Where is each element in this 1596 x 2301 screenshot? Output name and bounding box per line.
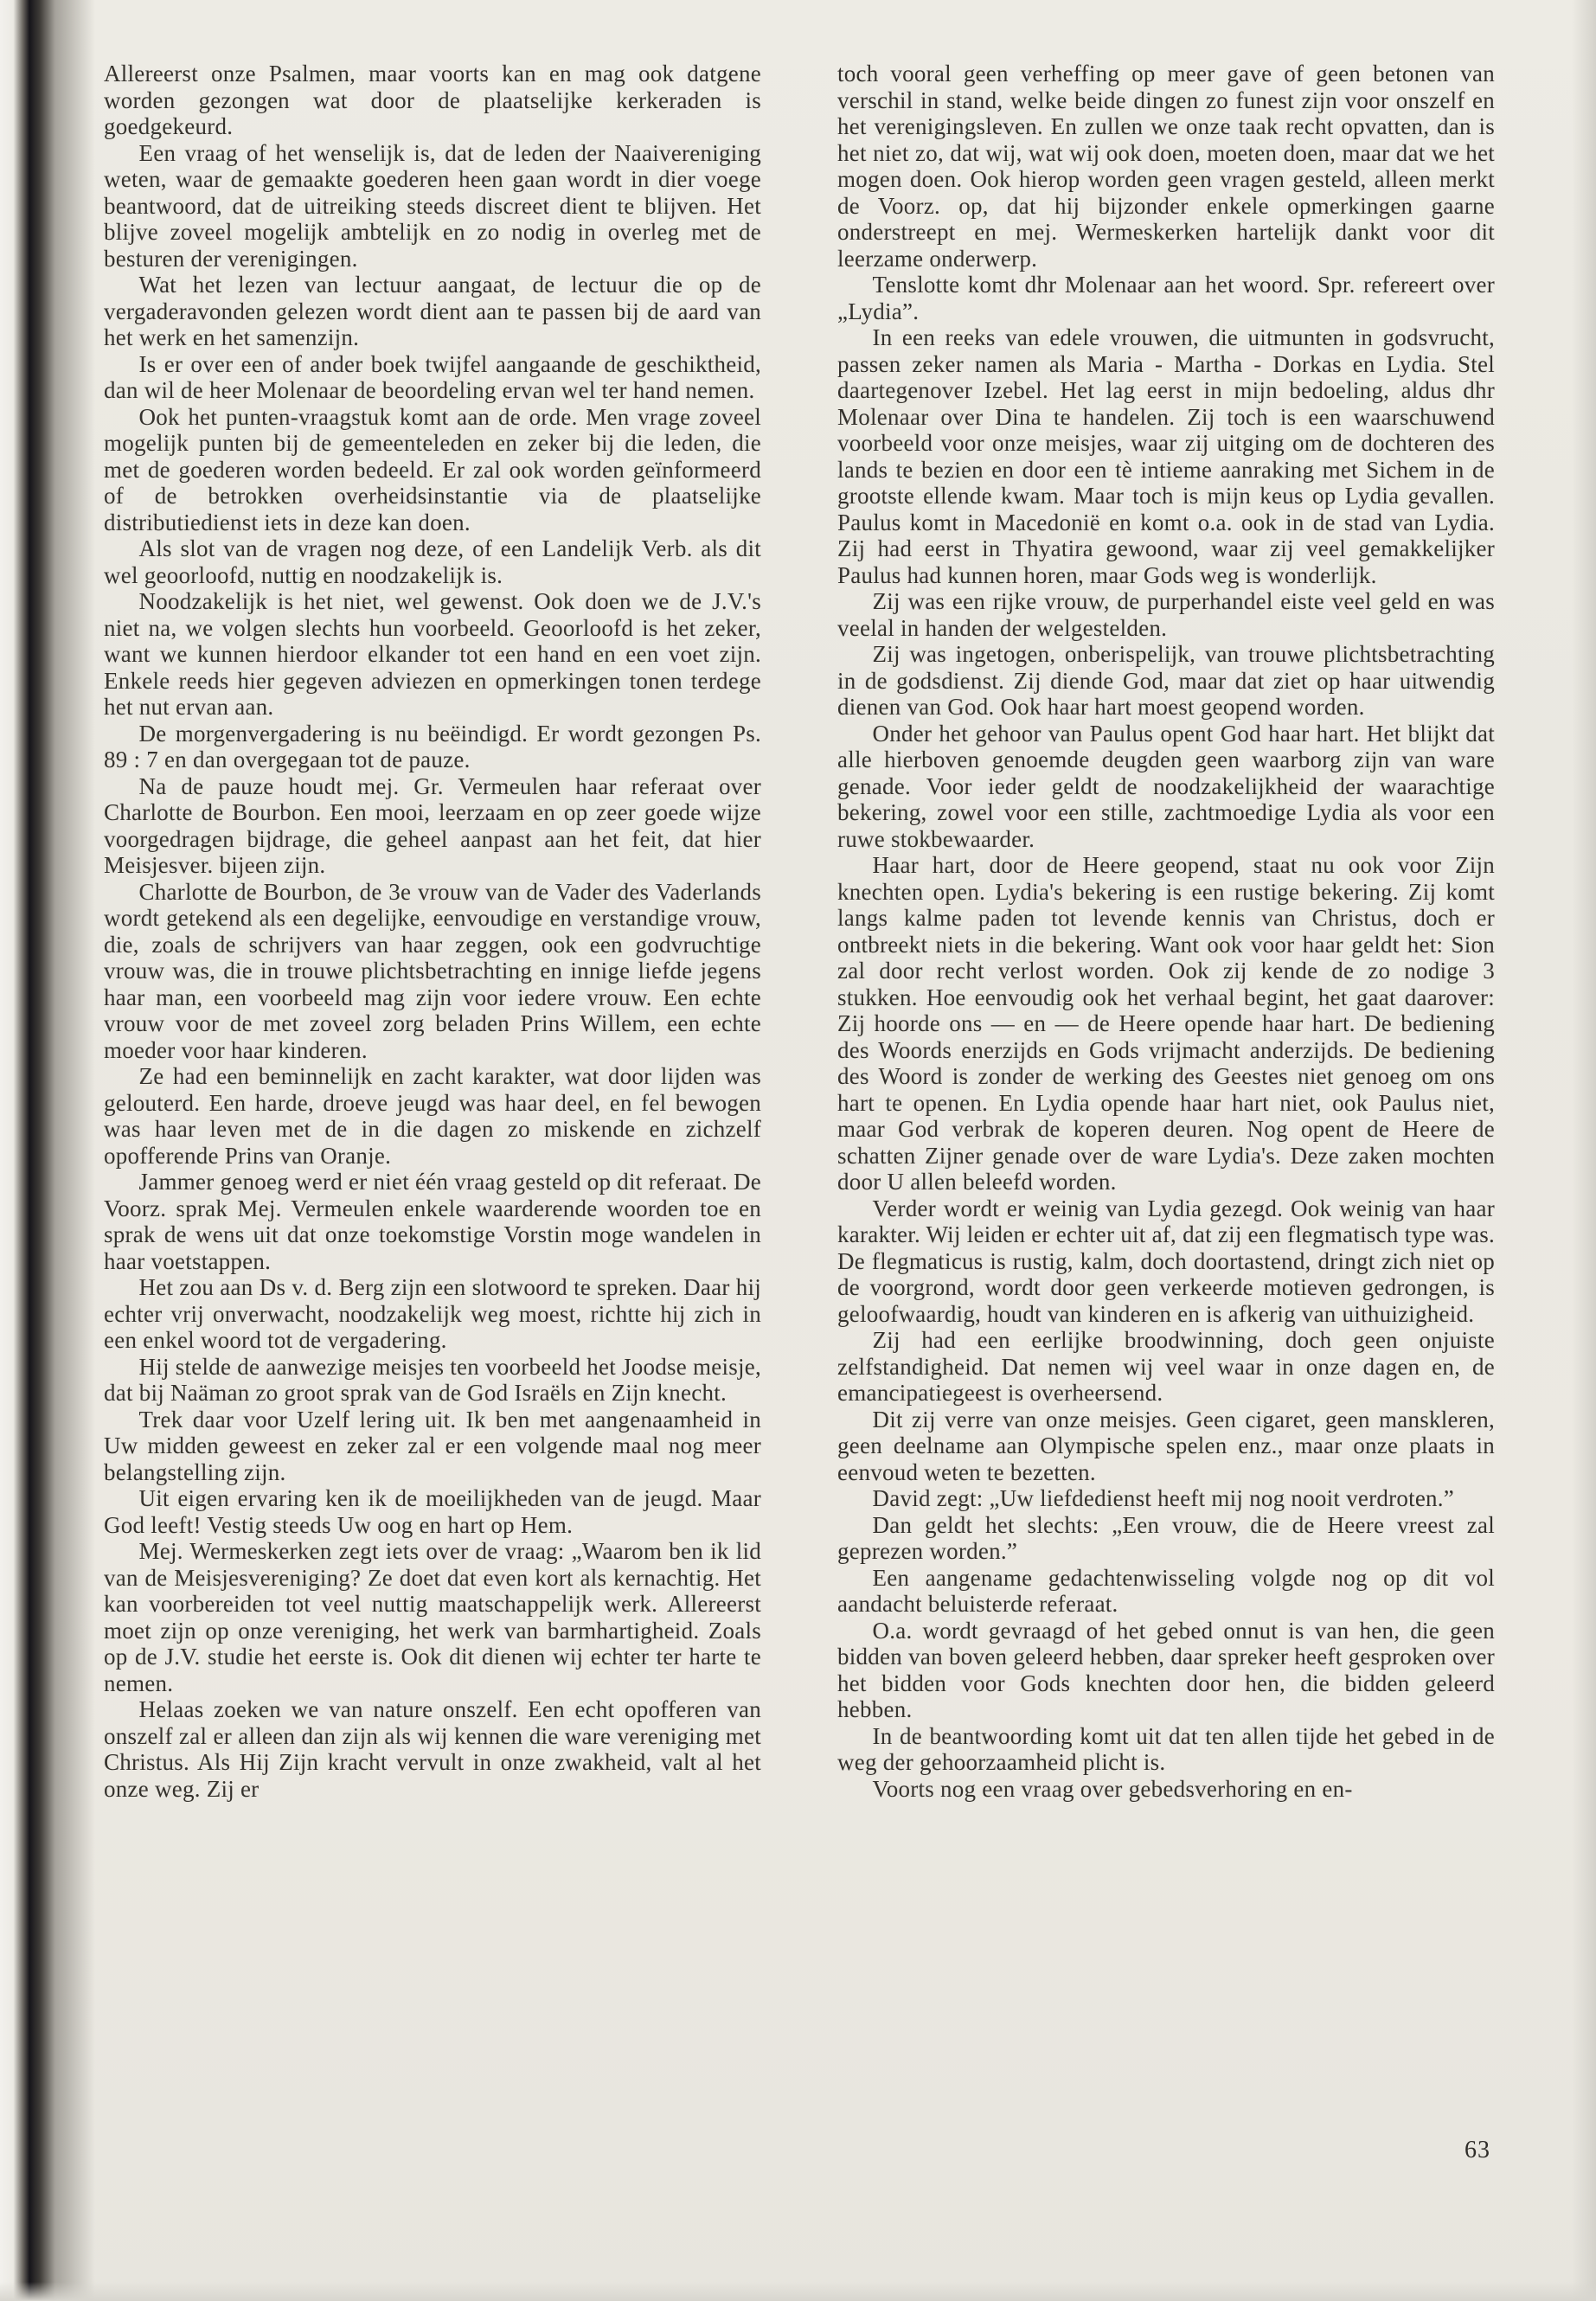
paragraph: Een vraag of het wenselijk is, dat de leden der Naaivereniging weten, waar de gemaakte goederen heen gaan wordt in dier voege beantwoord, dat de uitreiking steeds discreet dient te blijven. Het blijve zoveel mogelijk ambtelijk en zo nodig in overleg met de besturen der verenigingen. — [104, 139, 761, 272]
paragraph: Ook het punten-vraagstuk komt aan de orde. Men vrage zoveel mogelijk punten bij de gemeenteleden en zeker bij die leden, die met de goederen worden bedeeld. Er zal ook worden geïnformeerd of de betrokken overheidsinstantie via de plaatselijke distributiedienst iets in deze kan doen. — [104, 403, 761, 535]
paragraph: Als slot van de vragen nog deze, of een Landelijk Verb. als dit wel geoorloofd, nuttig en noodzakelijk is. — [104, 535, 761, 588]
paragraph: Trek daar voor Uzelf lering uit. Ik ben met aangenaamheid in Uw midden geweest en zeker zal er een volgende maal nog meer belangstelling zijn. — [104, 1406, 761, 1485]
paragraph: Zij was ingetogen, onberispelijk, van trouwe plichtsbetrachting in de godsdienst. Zij diende God, maar dat ziet op haar uitwendig dienen van God. Ook haar hart moest geopend worden. — [837, 641, 1495, 720]
page-edge-shadow-bottom — [0, 2282, 1596, 2301]
paragraph: Helaas zoeken we van nature onszelf. Een echt opofferen van onszelf zal er alleen dan zijn als wij kennen die ware vereniging met Christus. Als Hij Zijn kracht vervult in onze zwakheid, valt al het onze weg. Zij er — [104, 1696, 761, 1802]
paragraph: Het zou aan Ds v. d. Berg zijn een slotwoord te spreken. Daar hij echter vrij onverwacht, noodzakelijk weg moest, richtte hij zich in een enkel woord tot de vergadering. — [104, 1274, 761, 1353]
paragraph: Zij was een rijke vrouw, de purperhandel eiste veel geld en was veelal in handen der welgestelden. — [837, 588, 1495, 641]
paragraph: Ze had een beminnelijk en zacht karakter, wat door lijden was gelouterd. Een harde, droeve jeugd was haar deel, en fel bewogen was haar leven met de in die dagen zo miskende en zichzelf opofferende Prins van Oranje. — [104, 1063, 761, 1169]
paragraph: Hij stelde de aanwezige meisjes ten voorbeeld het Joodse meisje, dat bij Naäman zo groot sprak van de God Israëls en Zijn knecht. — [104, 1353, 761, 1406]
page-edge-shadow-right — [1572, 0, 1596, 2301]
paragraph: Onder het gehoor van Paulus opent God haar hart. Het blijkt dat alle hierboven genoemde deugden geen waarborg zijn van ware genade. Voor ieder geldt de noodzakelijkheid der waarachtige bekering, zowel voor een stille, zachtmoedige Lydia als voor een ruwe stokbewaarder. — [837, 720, 1495, 852]
paragraph: In de beantwoording komt uit dat ten allen tijde het gebed in de weg der gehoorzaamheid plicht is. — [837, 1722, 1495, 1775]
paragraph: Is er over een of ander boek twijfel aangaande de geschiktheid, dan wil de heer Molenaar de beoordeling ervan wel ter hand nemen. — [104, 350, 761, 403]
paragraph: Mej. Wermeskerken zegt iets over de vraag: „Waarom ben ik lid van de Meisjesvereniging? Ze doet dat even kort als kernachtig. Het kan voorbereiden tot veel nuttig maatschappelijk werk. Allereerst moet zijn op onze vereniging, het werk van barmhartigheid. Zoals op de J.V. studie het eerste is. Ook dit dienen wij echter ter harte te nemen. — [104, 1538, 761, 1696]
paragraph: Jammer genoeg werd er niet één vraag gesteld op dit referaat. De Voorz. sprak Mej. Vermeulen enkele waarderende woorden toe en sprak de wens uit dat onze toekomstige Vorstin moge wandelen in haar voetstappen. — [104, 1169, 761, 1274]
paragraph: Een aangename gedachtenwisseling volgde nog op dit vol aandacht beluisterde referaat. — [837, 1564, 1495, 1617]
right-column — [837, 61, 1495, 1802]
paragraph: Haar hart, door de Heere geopend, staat nu ook voor Zijn knechten open. Lydia's bekering is een rustige bekering. Zij komt langs kalme paden tot levende kennis van Christus, doch er ontbreekt niets in die bekering. Want ook voor haar geldt het: Sion zal door recht verlost worden. Ook zij kende de zo nodige 3 stukken. Hoe eenvoudig ook het verhaal begint, het gaat daarover: Zij hoorde ons — en — de Heere opende haar hart. De bediening des Woords enerzijds en Gods vrijmacht anderzijds. De bediening des Woord is zonder de werking des Geestes niet genoeg om ons hart te openen. En Lydia opende haar hart niet, ook Paulus niet, maar God verbrak de koperen deuren. Nog opent de Heere de schatten Zijner genade over de ware Lydia's. Deze zaken mochten door U allen beleefd worden. — [837, 852, 1495, 1195]
paragraph: Voorts nog een vraag over gebedsverhoring en en- — [872, 1775, 1353, 1802]
paragraph: De morgenvergadering is nu beëindigd. Er wordt gezongen Ps. 89 : 7 en dan overgegaan tot de pauze. — [104, 720, 761, 772]
paragraph: Dit zij verre van onze meisjes. Geen cigaret, geen manskleren, geen deelname aan Olympische spelen enz., maar onze plaats in eenvoud weten te bezetten. — [837, 1406, 1495, 1485]
paragraph: Wat het lezen van lectuur aangaat, de lectuur die op de vergaderavonden gelezen wordt dient aan te passen bij de aard van het werk en het samenzijn. — [104, 272, 761, 350]
binding-shadow — [0, 0, 95, 2301]
paragraph: O.a. wordt gevraagd of het gebed onnut is van hen, die geen bidden van boven geleerd hebben, daar spreker heeft gesproken over het bidden voor Gods knechten door hen, die bidden geleerd hebben. — [837, 1617, 1495, 1722]
page-content — [104, 61, 1495, 1802]
paragraph: toch vooral geen verheffing op meer gave of geen betonen van verschil in stand, welke beide dingen zo funest zijn voor onszelf en het verenigingsleven. En zullen we onze taak recht opvatten, dan is het niet zo, dat wij, wat wij ook doen, moeten doen, maar dat we het mogen doen. Ook hierop worden geen vragen gesteld, alleen merkt de Voorz. op, dat hij bijzonder enkele opmerkingen gaarne onderstreept en mej. Wermeskerken hartelijk dankt voor dit leerzame onderwerp. — [837, 61, 1495, 272]
paragraph: Charlotte de Bourbon, de 3e vrouw van de Vader des Vaderlands wordt getekend als een degelijke, eenvoudige en verstandige vrouw, die, zoals de schrijvers van haar zeggen, ook een godvruchtige vrouw was, die in trouwe plichtsbetrachting en innige liefde jegens haar man, een voorbeeld mag zijn voor iedere vrouw. Een echte vrouw voor de met zoveel zorg beladen Prins Willem, een echte moeder voor haar kinderen. — [104, 878, 761, 1063]
paragraph: Verder wordt er weinig van Lydia gezegd. Ook weinig van haar karakter. Wij leiden er echter uit af, dat zij een flegmatisch type was. De flegmaticus is rustig, kalm, doch doortastend, dringt zich niet op de voorgrond, wordt door geen verkeerde motieven gedrongen, is geloofwaardig, houdt van kinderen en is afkerig van uithuizigheid. — [837, 1195, 1495, 1327]
left-column — [104, 61, 761, 1802]
paragraph: David zegt: „Uw liefdedienst heeft mij nog nooit verdroten.” — [872, 1485, 1455, 1511]
paragraph: Na de pauze houdt mej. Gr. Vermeulen haar referaat over Charlotte de Bourbon. Een mooi, leerzaam en op zeer goede wijze voorgedragen bijdrage, die geheel aanpast aan het feit, dat hier Meisjesver. bijeen zijn. — [104, 772, 761, 878]
paragraph: Uit eigen ervaring ken ik de moeilijkheden van de jeugd. Maar God leeft! Vestig steeds Uw oog en hart op Hem. — [104, 1485, 761, 1538]
paragraph: In een reeks van edele vrouwen, die uitmunten in godsvrucht, passen zeker namen als Maria - Martha - Dorkas en Lydia. Stel daartegenover Izebel. Het lag eerst in mijn bedoeling, aldus dhr Molenaar over Dina te handelen. Zij toch is een waarschuwend voorbeeld voor onze meisjes, waar zij uitging om de dochteren des lands te bezien en door een tè intieme aanraking met Sichem in de grootste ellende kwam. Maar toch is mijn keus op Lydia gevallen. Paulus komt in Macedonië en komt o.a. ook in de stad van Lydia. Zij had eerst in Thyatira gewoond, waar zij veel gemakkelijker Paulus had kunnen horen, maar Gods weg is wonderlijk. — [837, 324, 1495, 588]
paragraph: Zij had een eerlijke broodwinning, doch geen onjuiste zelfstandigheid. Dat nemen wij veel waar in onze dagen en, de emancipatiegeest is overheersend. — [837, 1327, 1495, 1406]
paragraph: Noodzakelijk is het niet, wel gewenst. Ook doen we de J.V.'s niet na, we volgen slechts hun voorbeeld. Geoorloofd is het zeker, want we kunnen hierdoor elkander tot een hand en een voet zijn. Enkele reeds hier gegeven adviezen en opmerkingen tonen terdege het nut ervan aan. — [104, 588, 761, 720]
paragraph: Allereerst onze Psalmen, maar voorts kan en mag ook datgene worden gezongen wat door de plaatselijke kerkeraden is goedgekeurd. — [104, 61, 761, 139]
page-number: 63 — [1465, 2137, 1490, 2163]
paragraph: Tenslotte komt dhr Molenaar aan het woord. Spr. refereert over „Lydia”. — [837, 272, 1495, 324]
paragraph: Dan geldt het slechts: „Een vrouw, die de Heere vreest zal geprezen worden.” — [837, 1511, 1495, 1564]
